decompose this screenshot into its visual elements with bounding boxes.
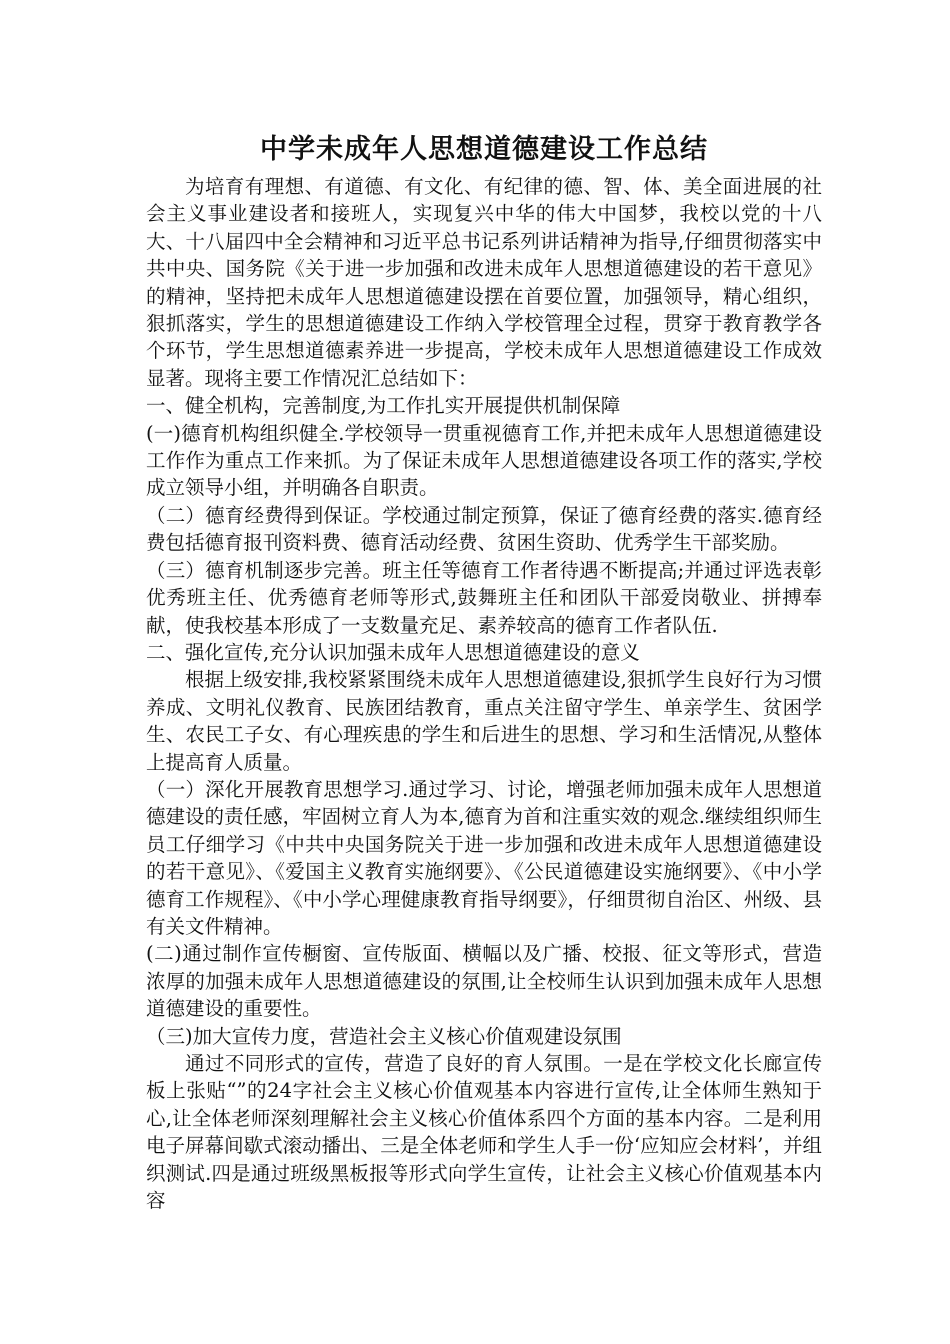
paragraph-1-2: （二）德育经费得到保证。学校通过制定预算，保证了德育经费的落实.德育经费包括德育报刊资料费、德育活动经费、贫困生资助、优秀学生干部奖励。	[146, 503, 822, 555]
paragraph-intro: 为培育有理想、有道德、有文化、有纪律的德、智、体、美全面进展的社会主义事业建设者和接班人，实现复兴中华的伟大中国梦，我校以党的十八大、十八届四中全会精神和习近平总书记系列讲话精神为指导,仔细贯彻落实中共中央、国务院《关于进一步加强和改进未成年人思想道德建设的若干意见》的精神，坚持把未成年人思想道德建设摆在首要位置，加强领导，精心组织，狠抓落实，学生的思想道德建设工作纳入学校管理全过程，贯穿于教育教学各个环节，学生思想道德素养进一步提高，学校未成年人思想道德建设工作成效显著。现将主要工作情况汇总结如下：	[146, 175, 822, 390]
document-body	[146, 173, 822, 1214]
document-page	[146, 128, 822, 1214]
paragraph-2-2: (二)通过制作宣传橱窗、宣传版面、横幅以及广播、校报、征文等形式，营造浓厚的加强未成年人思想道德建设的氛围,让全校师生认识到加强未成年人思想道德建设的重要性。	[146, 942, 822, 1021]
document-title: 中学未成年人思想道德建设工作总结	[260, 134, 708, 165]
paragraph-2-3-body: 通过不同形式的宣传，营造了良好的育人氛围。一是在学校文化长廊宣传板上张贴“”的24字社会主义核心价值观基本内容进行宣传,让全体师生熟知于心,让全体老师深刻理解社会主义核心价值体系四个方面的基本内容。二是利用电子屏幕间歇式滚动播出、三是全体老师和学生人手一份‘应知应会材料’，并组织测试.四是通过班级黑板报等形式向学生宣传，让社会主义核心价值观基本内容	[146, 1052, 822, 1213]
section-heading-1: 一、健全机构，完善制度,为工作扎实开展提供机制保障	[146, 394, 621, 418]
section-heading-2: 二、强化宣传,充分认识加强未成年人思想道德建设的意义	[146, 640, 640, 664]
paragraph-2-intro: 根据上级安排,我校紧紧围绕未成年人思想道德建设,狠抓学生良好行为习惯养成、文明礼仪教育、民族团结教育，重点关注留守学生、单亲学生、贫困学生、农民工子女、有心理疾患的学生和后进生的思想、学习和生活情况,从整体上提高育人质量。	[146, 668, 822, 774]
paragraph-2-1: （一）深化开展教育思想学习.通过学习、讨论，增强老师加强未成年人思想道德建设的责任感，牢固树立育人为本,德育为首和注重实效的观念.继续组织师生员工仔细学习《中共中央国务院关于进一步加强和改进未成年人思想道德建设的若干意见》、《爱国主义教育实施纲要》、《公民道德建设实施纲要》、《中小学德育工作规程》、《中小学心理健康教育指导纲要》，仔细贯彻自治区、州级、县有关文件精神。	[146, 777, 822, 938]
paragraph-1-3: （三）德育机制逐步完善。班主任等德育工作者待遇不断提高;并通过评选表彰优秀班主任、优秀德育老师等形式,鼓舞班主任和团队干部爱岗敬业、拼搏奉献，使我校基本形成了一支数量充足、素养较高的德育工作者队伍.	[146, 558, 822, 637]
paragraph-1-1: (一)德育机构组织健全.学校领导一贯重视德育工作,并把未成年人思想道德建设工作作为重点工作来抓。为了保证未成年人思想道德建设各项工作的落实,学校成立领导小组，并明确各自职责。	[146, 421, 822, 500]
paragraph-2-3-heading: （三)加大宣传力度，营造社会主义核心价值观建设氛围	[146, 1024, 622, 1048]
